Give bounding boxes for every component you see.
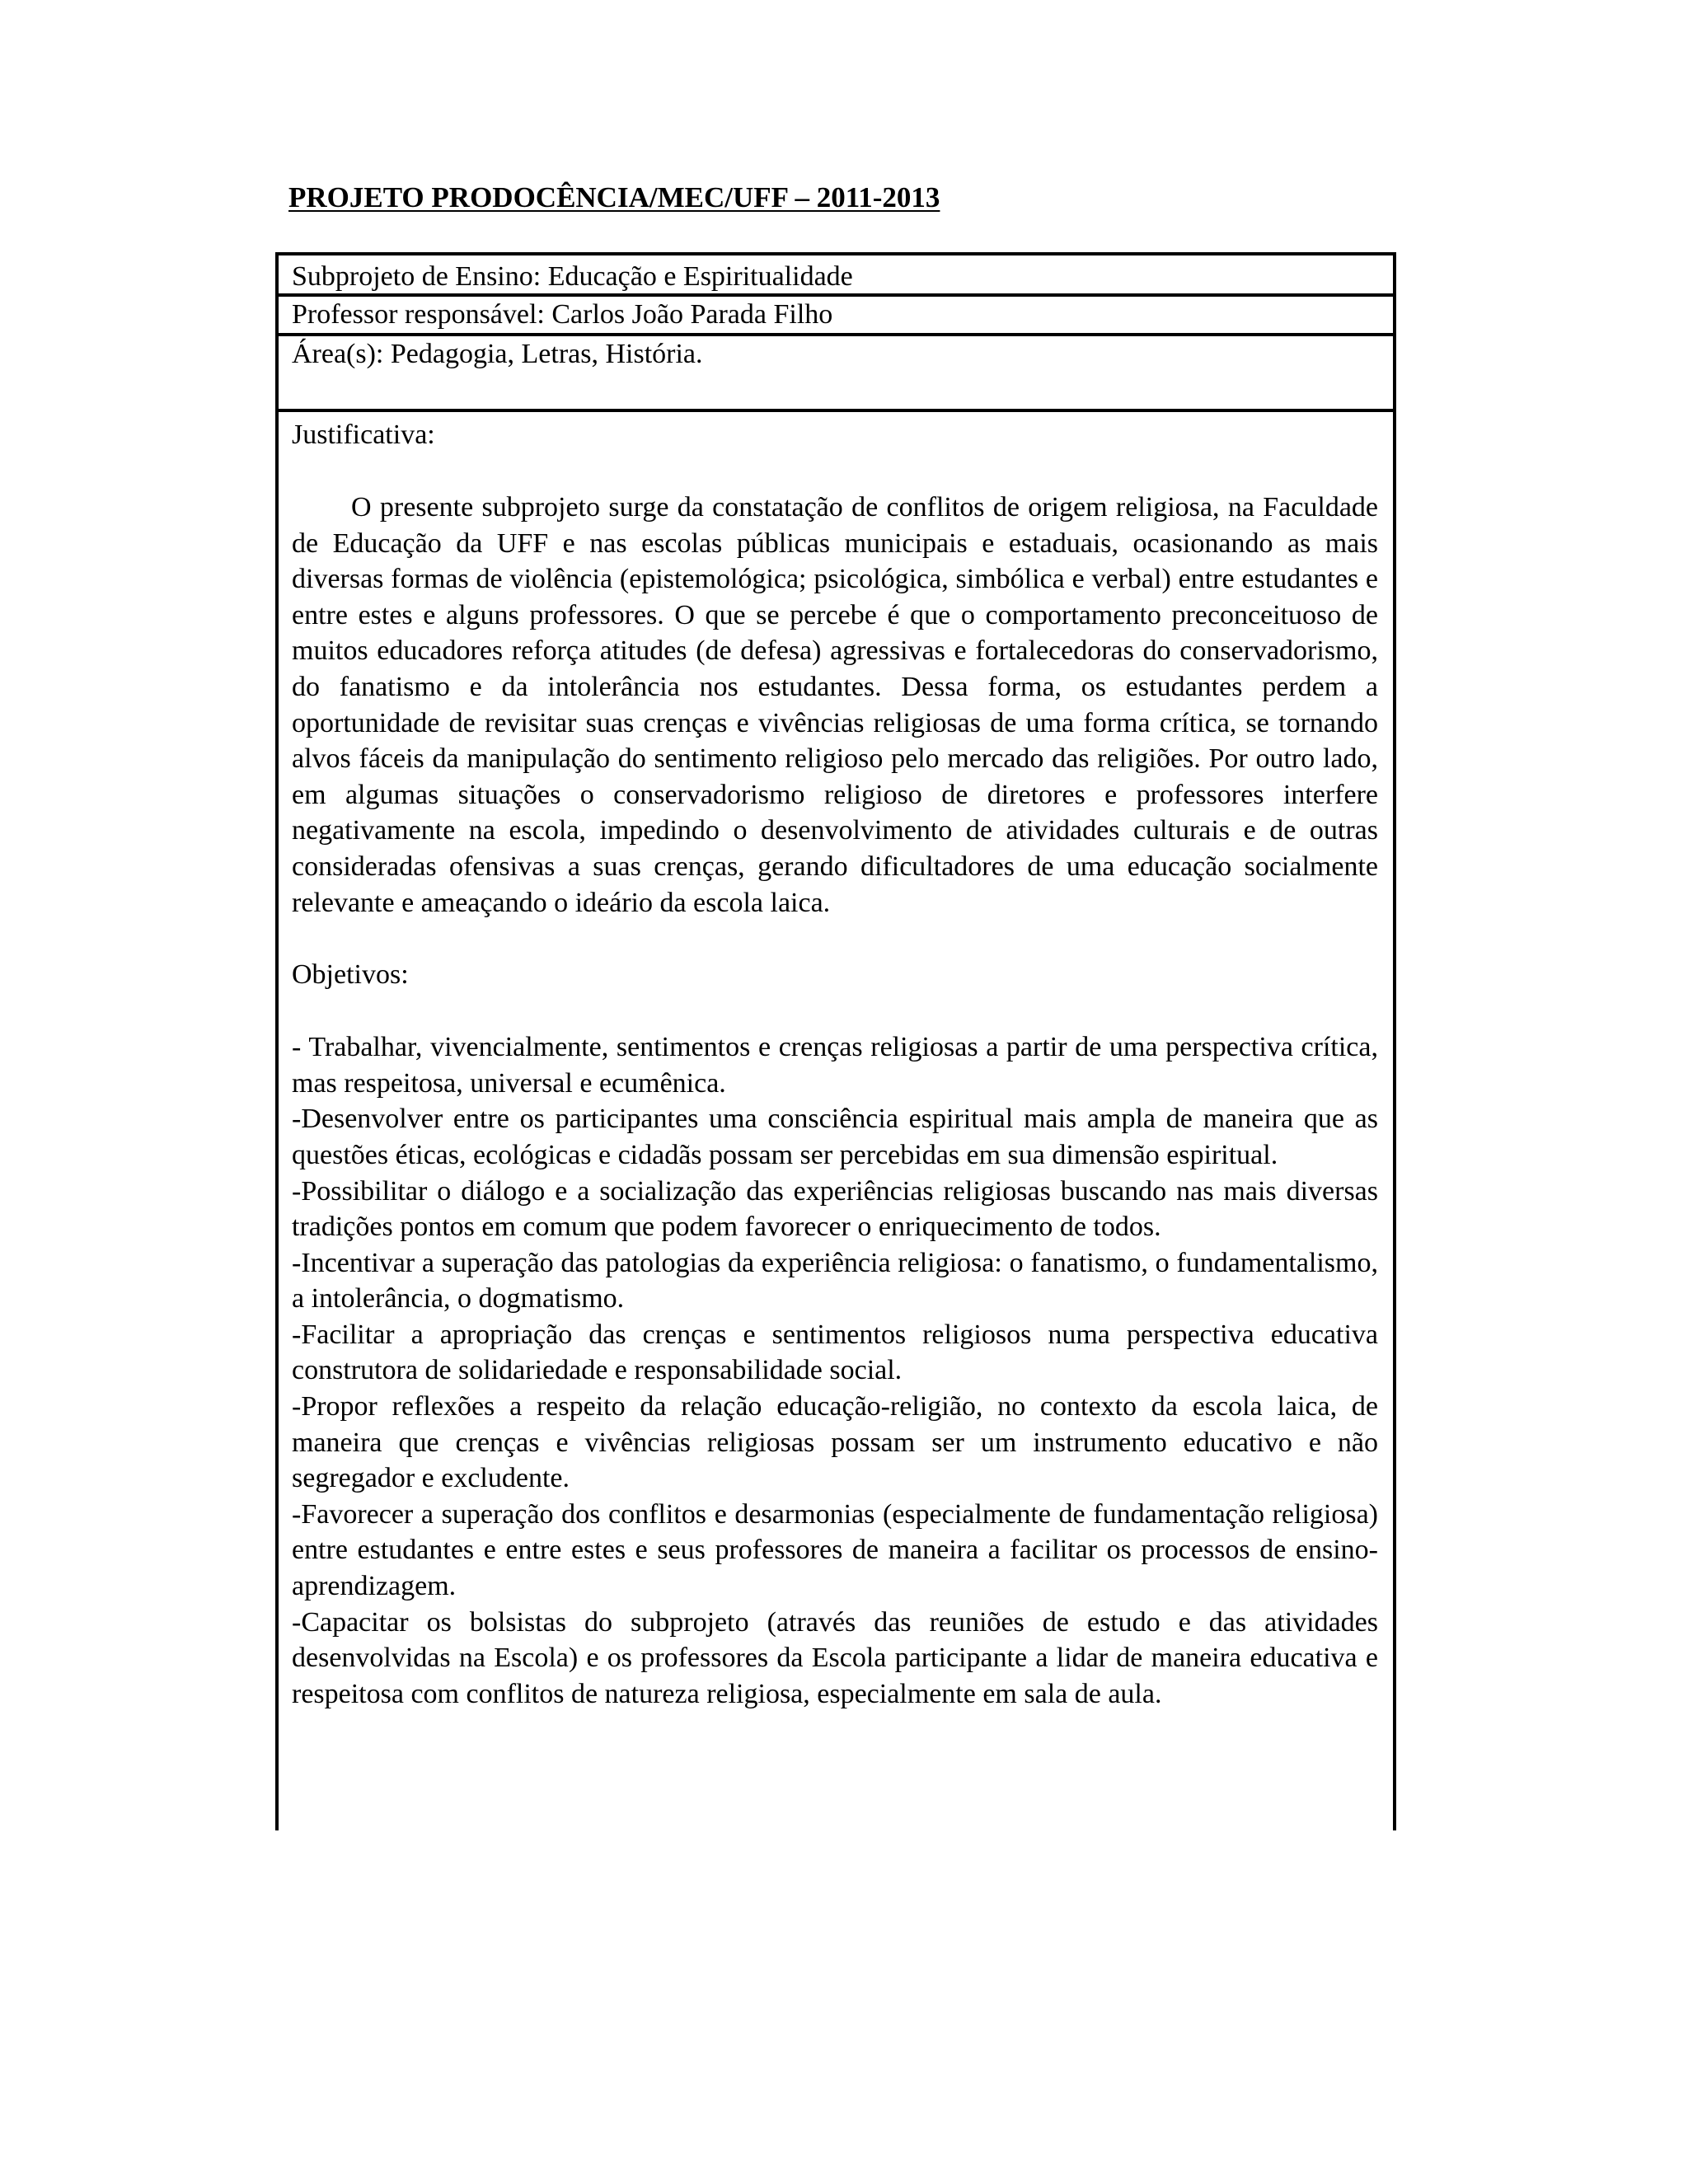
objective-item: -Favorecer a superação dos conflitos e desarmonias (especialmente de fundamentação religiosa) entre estudantes e entre estes e seus professores de maneira a facilitar os processos de ensino-aprendizagem. <box>292 1498 1378 1602</box>
objective-item: - Trabalhar, vivencialmente, sentimentos e crenças religiosas a partir de uma perspectiva crítica, mas respeitosa, universal e ecumênica. <box>292 1032 1378 1099</box>
subproject-row: Subprojeto de Ensino: Educação e Espiritualidade <box>279 255 1393 297</box>
justificativa-paragraph: O presente subprojeto surge da constatação de conflitos de origem religiosa, na Faculdade de Educação da UFF e nas escolas públicas municipais e estaduais, ocasionando as mais diversas formas de violência (epistemológica; psicológica, simbólica e verbal) entre estudantes e entre estes e alguns professores. O que se percebe é que o comportamento preconceituoso de muitos educadores reforça atitudes (de defesa) agressivas e fortalecedoras do conservadorismo, do fanatismo e da intolerância nos estudantes. Dessa forma, os estudantes perdem a oportunidade de revisitar suas crenças e vivências religiosas de uma forma crítica, se tornando alvos fáceis da manipulação do sentimento religioso pelo mercado das religiões. Por outro lado, em algumas situações o conservadorismo religioso de diretores e professores interfere negativamente na escola, impedindo o desenvolvimento de atividades culturais e de outras consideradas ofensivas a suas crenças, gerando dificultadores de uma educação socialmente relevante e ameaçando o ideário da escola laica. <box>292 492 1378 918</box>
objetivos-heading: Objetivos: <box>292 959 409 991</box>
objective-item: -Facilitar a apropriação das crenças e sentimentos religiosos numa perspectiva educativa construtora de solidariedade e responsabilidade social. <box>292 1319 1378 1386</box>
professor-row: Professor responsável: Carlos João Parada Filho <box>279 297 1393 336</box>
objective-item: -Possibilitar o diálogo e a socialização das experiências religiosas buscando nas mais diversas tradições pontos em comum que podem favorecer o enriquecimento de todos. <box>292 1175 1378 1243</box>
objective-item: -Capacitar os bolsistas do subprojeto (através das reuniões de estudo e das atividades desenvolvidas na Escola) e os professores da Escola participante a lidar de maneira educativa e respeitosa com conflitos de natureza religiosa, especialmente em sala de aula. <box>292 1606 1378 1709</box>
justificativa-heading: Justificativa: <box>292 419 435 450</box>
objective-item: -Desenvolver entre os participantes uma consciência espiritual mais ampla de maneira que as questões éticas, ecológicas e cidadãs possam ser percebidas em sua dimensão espiritual. <box>292 1104 1378 1170</box>
areas-row: Área(s): Pedagogia, Letras, História. <box>279 336 1393 412</box>
content-cell <box>292 412 1378 1712</box>
objective-item: -Propor reflexões a respeito da relação educação-religião, no contexto da escola laica, de maneira que crenças e vivências religiosas possam ser um instrumento educativo e não segregador e excludente. <box>292 1391 1378 1494</box>
project-form-table <box>275 252 1396 1830</box>
objective-item: -Incentivar a superação das patologias da experiência religiosa: o fanatismo, o fundamentalismo, a intolerância, o dogmatismo. <box>292 1247 1378 1315</box>
document-title: PROJETO PRODOCÊNCIA/MEC/UFF – 2011-2013 <box>288 181 940 213</box>
